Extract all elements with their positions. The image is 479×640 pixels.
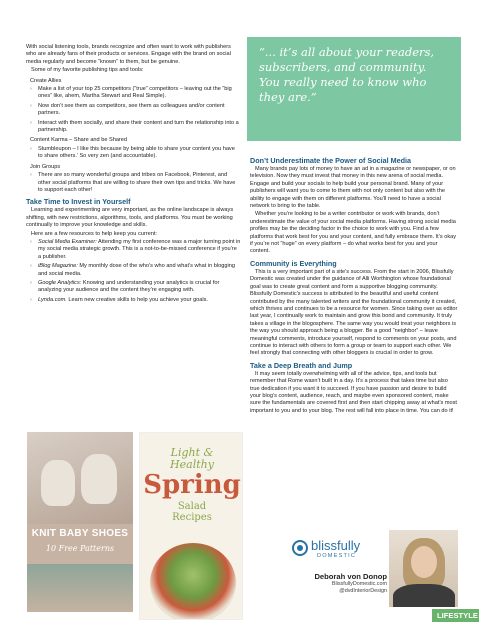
logo-word: blissfully (311, 538, 361, 553)
tools-intro: Some of my favorite publishing tips and tools: (31, 67, 144, 74)
arrow-icon: › (30, 102, 32, 109)
arrow-icon: › (30, 296, 32, 303)
knit-photo (27, 432, 133, 524)
photo-shoulders (393, 584, 455, 607)
arrow-icon: › (30, 279, 32, 286)
salad-plate (150, 543, 236, 620)
social-paragraph: Many brands pay lots of money to have an ad in a magazine or newspaper, or on television. Now they must invest that money in this new arena of social media. Engage and build your socials to help build your personal brand. Many of your publishers will want you to come to them with not only content but also with the ability to engage with them on different platforms. You’ll need to have a social network to bring to the table. (250, 166, 456, 210)
author-handle[interactable]: @dvdInteriorDesign (339, 588, 387, 594)
section-heading-invest: Take Time to Invest in Yourself (26, 197, 131, 207)
create-allies-title: Create Allies (30, 77, 62, 84)
list-item: › iBlog Magazine: My monthly dose of the who’s who and what’s what in blogging and social media. (30, 263, 235, 277)
left-column (26, 44, 241, 306)
logo-swirl-icon (292, 540, 308, 556)
list-item: › Social Media Examiner: Attending my first conference was a major turning point in my social media strategic growth. This is a not-to-be-missed conference if you’re a publisher. (30, 238, 241, 260)
logo-sub: DOMESTIC (317, 553, 357, 559)
author-name: Deborah von Donop (314, 572, 387, 581)
arrow-icon: › (30, 238, 32, 245)
intro-paragraph: With social listening tools, brands recognize and often want to work with publishers who are already fans of their products or services. Engage with the brand on social media regularly and become “known” to them, but be genuine. (26, 44, 231, 65)
arrow-icon: › (30, 119, 32, 126)
arrow-icon: › (30, 263, 32, 270)
knit-title: KNIT BABY SHOES (31, 528, 129, 539)
community-paragraph: This is a very important part of a site’s success. From the start in 2006, Blissfully Domestic was created under the guidance of Alli Worthington whose foundational goal was to create great content and form a supportive blogging community. Blissfully Domestic’s success is attributed to the beautiful and useful content contributed by the many talented writers and the foundational community it created, which thrives and continues to be a resource for women. Since taking over as editor last year, I continually work to maintain and grow this bond and community. It truly takes a village in the blogosphere. The same way you would treat your neighbors is the way you should approach being a blogger. Be a good “neighbor” – leave meaningful comments, introduce yourself, respond to comments on your posts, and continue to interact with others to form a group or team to support each other. We feel strongly that connecting with other bloggers is crucial in order to grow. (250, 268, 458, 357)
arrow-icon: › (30, 145, 32, 152)
list-item: › Interact with them socially, and share their content and turn the relationship into a partnership. (30, 119, 239, 134)
arrow-icon: › (30, 86, 32, 93)
author-photo (389, 530, 458, 607)
breath-paragraph: It may seem totally overwhelming with all of the advice, tips, and tools but remember that Rome wasn’t built in a day. It’s a process that takes time but also true dedication if you want it to succeed. If you have passion and desire to build your blog’s content, audience, reach, and maybe even sponsored content, make sure the fundamentals are covered first and then start chipping away at what’s most important to you and to your blog. The rest will fall into place in time. You can do it! (250, 370, 457, 414)
list-item: › Now don’t see them as competitors, see them as colleagues and/or content partners. (30, 102, 225, 117)
salad-line1: Light & Healthy (170, 446, 214, 471)
author-site[interactable]: BlissfullyDomestic.com (331, 581, 387, 587)
section-heading-community: Community is Everything (250, 258, 337, 268)
salad-line3: Salad Recipes (172, 501, 212, 523)
invest-body: Learning and experimenting are very important, as the online landscape is always shifting, with new restrictions, algorithms, tools, and platforms. You must be working continually to improve your knowledge and skills. (26, 207, 234, 229)
list-item: › Make a list of your top 25 competitors (“true” competitors – leaving out the “big ones” like, ahem, Martha Stewart and Real Simple). (30, 86, 232, 100)
section-heading-breath: Take a Deep Breath and Jump (250, 360, 353, 370)
photo-face (411, 546, 437, 578)
pull-quote: “... it’s all about your readers, subscribers, and community. You really need to know who they are.” (247, 37, 461, 141)
list-item: › Stumbleupon – I like this because by being able to share your content you have to share others.’ So very zen (and accountable). (30, 145, 235, 160)
section-badge: LIFESTYLE (432, 609, 479, 622)
section-heading-social: Don’t Underestimate the Power of Social Media (250, 156, 411, 165)
arrow-icon: › (30, 172, 32, 179)
content-karma-title: Content Karma – Share and be Shared (30, 137, 128, 144)
list-item: › There are so many wonderful groups and tribes on Facebook, Pinterest, and other social platforms that are willing to share their own tips and tricks. We have to support each other! (30, 172, 236, 193)
list-item: › Google Analytics: Knowing and understanding your analytics is crucial for analyzing your audience and the content they’re engaging with. (30, 279, 220, 294)
blissfully-domestic-logo (292, 534, 372, 564)
resources-intro: Here are a few resources to help keep you current: (31, 230, 157, 237)
join-groups-title: Join Groups (30, 163, 61, 170)
spring-salad-image[interactable] (139, 432, 243, 620)
author-byline (305, 572, 387, 595)
salad-title: Spring (143, 470, 241, 500)
knit-subtitle: 10 Free Patterns (45, 544, 115, 553)
knit-baby-shoes-image[interactable] (27, 432, 133, 612)
baby-shoe-left (41, 460, 75, 506)
list-item: › Lynda.com. Learn new creative skills to help you achieve your goals. (30, 296, 208, 303)
social-paragraph: Whether you’re looking to be a writer contributor or work with brands, don’t underestimate the value of your social media platforms. Having strong social media profiles may be the deciding factor in the choice to work with you. Find a few platforms that work best for you and your content, and fully embrace them. It’s okay if you’re not “huge” on every platform – do what works best for you and your content. (250, 211, 457, 255)
right-column (250, 153, 458, 416)
knit-photo-bottom (27, 564, 133, 612)
baby-shoe-right (81, 454, 117, 504)
